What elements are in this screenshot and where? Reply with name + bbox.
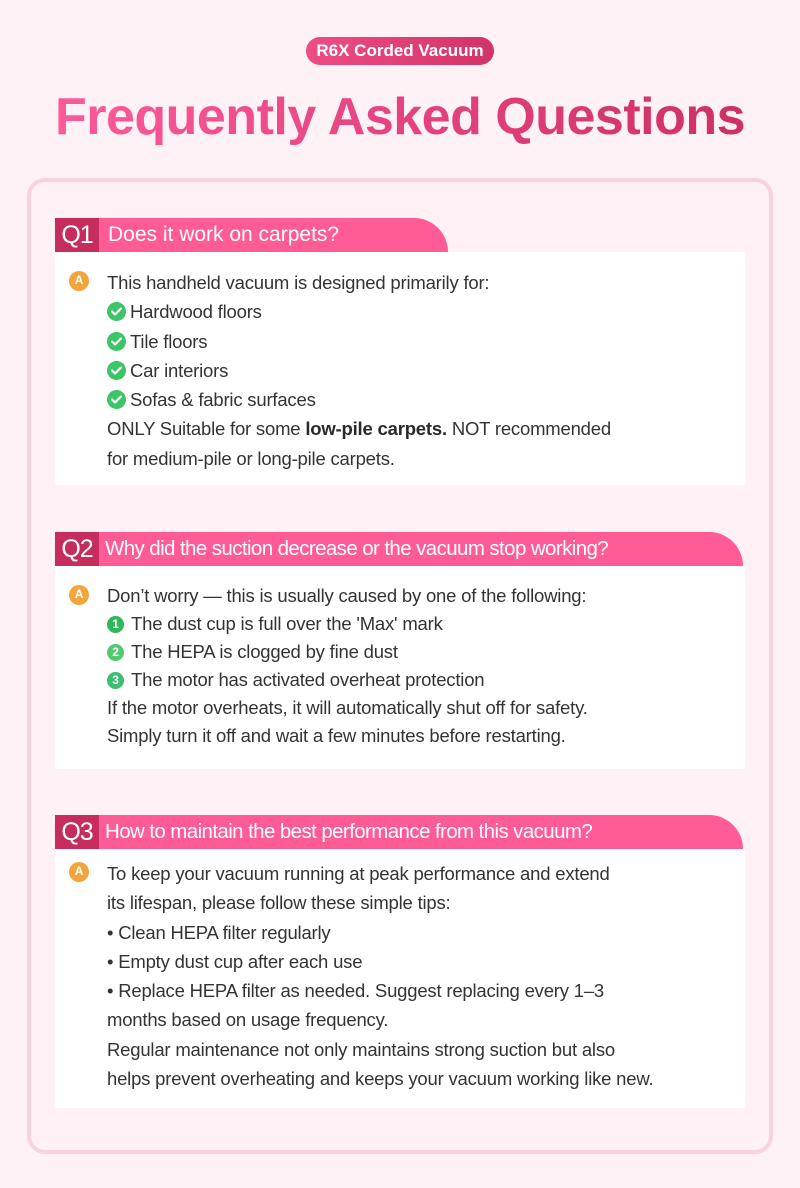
cause-text: The motor has activated overheat protection xyxy=(131,669,485,690)
answer-intro: Don’t worry — this is usually caused by one of the following: xyxy=(107,585,587,606)
question-header xyxy=(55,532,745,566)
cause-text: The HEPA is clogged by fine dust xyxy=(131,641,398,662)
check-item xyxy=(107,385,725,414)
answer-body xyxy=(55,566,745,769)
check-item xyxy=(107,327,725,356)
carpet-note xyxy=(107,414,725,443)
question-number: Q2 xyxy=(55,532,99,566)
answer-icon: A xyxy=(69,862,89,882)
tip-item-line2: months based on usage frequency. xyxy=(107,1009,389,1031)
tip-item: • Replace HEPA filter as needed. Suggest replacing every 1–3 xyxy=(107,980,605,1002)
question-text: How to maintain the best performance from this vacuum? xyxy=(99,815,743,849)
check-item xyxy=(107,356,725,385)
note-suffix: NOT recommended xyxy=(446,418,611,440)
cause-item xyxy=(107,610,725,638)
check-icon xyxy=(107,302,126,321)
check-item-label: Tile floors xyxy=(130,330,208,352)
check-icon xyxy=(107,390,126,409)
question-header xyxy=(55,218,745,252)
answer-icon: A xyxy=(69,585,89,605)
question-number: Q1 xyxy=(55,218,99,252)
check-item xyxy=(107,297,725,326)
product-badge-wrap xyxy=(0,37,800,65)
faq-item-3 xyxy=(55,815,745,1108)
tip-item: • Empty dust cup after each use xyxy=(107,950,363,972)
question-text: Why did the suction decrease or the vacuum stop working? xyxy=(99,532,743,566)
answer-intro: This handheld vacuum is designed primarily for: xyxy=(107,272,490,293)
check-icon xyxy=(107,332,126,351)
answer-outro-line2: Simply turn it off and wait a few minutes before restarting. xyxy=(107,725,566,746)
number-badge-icon: 1 xyxy=(107,616,124,633)
page-title: Frequently Asked Questions xyxy=(0,82,800,152)
answer-outro: If the motor overheats, it will automatically shut off for safety. xyxy=(107,697,588,718)
number-badge-icon: 3 xyxy=(107,672,124,689)
answer-outro: Regular maintenance not only maintains strong suction but also xyxy=(107,1038,615,1060)
check-item-label: Sofas & fabric surfaces xyxy=(130,389,316,411)
answer-intro-line2: its lifespan, please follow these simple tips: xyxy=(107,892,451,914)
faq-item-1 xyxy=(55,218,745,485)
answer-icon: A xyxy=(69,271,89,291)
number-badge-icon: 2 xyxy=(107,644,124,661)
answer-outro-line2: helps prevent overheating and keeps your vacuum working like new. xyxy=(107,1068,654,1090)
tip-item: • Clean HEPA filter regularly xyxy=(107,921,331,943)
note-prefix: ONLY Suitable for some xyxy=(107,418,306,440)
cause-text: The dust cup is full over the 'Max' mark xyxy=(131,613,443,634)
cause-item xyxy=(107,666,725,694)
answer-intro: To keep your vacuum running at peak performance and extend xyxy=(107,863,610,884)
cause-item xyxy=(107,638,725,666)
check-item-label: Hardwood floors xyxy=(130,301,262,323)
note-bold: low-pile carpets. xyxy=(305,418,447,440)
question-header xyxy=(55,815,745,849)
faq-item-2 xyxy=(55,532,745,769)
check-item-label: Car interiors xyxy=(130,359,229,381)
answer-body xyxy=(55,252,745,485)
answer-body xyxy=(55,849,745,1108)
carpet-note-line2: for medium-pile or long-pile carpets. xyxy=(107,447,395,469)
product-badge: R6X Corded Vacuum xyxy=(306,37,493,65)
question-text: Does it work on carpets? xyxy=(99,218,448,252)
question-number: Q3 xyxy=(55,815,99,849)
check-icon xyxy=(107,361,126,380)
